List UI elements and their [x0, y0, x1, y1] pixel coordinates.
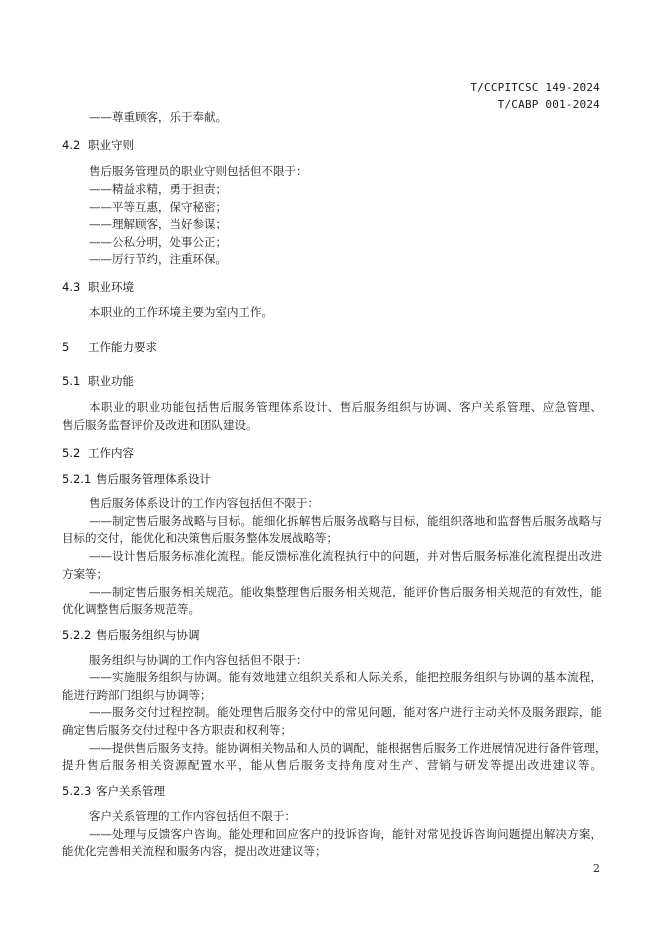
list-item: ——设计售后服务标准化流程。能反馈标准化流程执行中的问题，并对售后服务标准化流程提出改进 [89, 549, 602, 563]
section-title: 售后服务管理体系设计 [96, 472, 211, 486]
section-heading-5-2-3 [62, 783, 165, 799]
section-title: 工作内容 [88, 446, 134, 460]
list-item: ——处理与反馈客户咨询。能处理和回应客户的投诉咨询，能针对常见投诉咨询问题提出解决方案， [89, 827, 602, 841]
section-number: 4.3 [62, 280, 81, 294]
section-title: 职业守则 [88, 138, 134, 152]
list-item: ——平等互惠，保守秘密； [89, 200, 227, 214]
standard-code-line-1: T/CCPITCSC 149-2024 [470, 81, 600, 94]
list-item-continued: 能优化完善相关流程和服务内容，提出改进建议等； [62, 844, 327, 858]
paragraph-line: 售后服务监督评价及改进和团队建设。 [62, 418, 258, 432]
section-heading-5 [62, 339, 157, 355]
list-item: ——制定售后服务战略与目标。能细化拆解售后服务战略与目标，能组织落地和监督售后服务战略与 [89, 514, 602, 528]
paragraph: 服务组织与协调的工作内容包括但不限于： [89, 653, 308, 667]
paragraph: 售后服务体系设计的工作内容包括但不限于： [89, 496, 319, 510]
section-number: 5 [62, 340, 70, 354]
section-number: 5.2.1 [62, 472, 92, 486]
list-item: ——公私分明，处事公正； [89, 235, 227, 249]
list-item-continued: 方案等； [62, 567, 108, 581]
section-heading-4-2 [62, 137, 134, 153]
list-item: ——服务交付过程控制。能处理售后服务交付中的常见问题，能对客户进行主动关怀及服务跟踪，能 [89, 705, 602, 719]
section-heading-5-2-1 [62, 471, 211, 487]
list-item: ——理解顾客，当好参谋； [89, 217, 227, 231]
section-title: 职业功能 [88, 374, 134, 388]
section-number: 5.2 [62, 446, 81, 460]
section-number: 5.1 [62, 374, 81, 388]
section-heading-5-2-2 [62, 627, 200, 643]
list-item-continued: 优化调整售后服务规范等。 [62, 602, 200, 616]
list-item: ——实施服务组织与协调。能有效地建立组织关系和人际关系，能把控服务组织与协调的基本流程， [89, 670, 602, 684]
list-item: ——厉行节约，注重环保。 [89, 252, 227, 266]
list-item-continued: 能进行跨部门组织与协调等； [62, 688, 212, 702]
paragraph: 本职业的工作环境主要为室内工作。 [89, 305, 273, 319]
section-number: 5.2.3 [62, 784, 92, 798]
section-title: 工作能力要求 [88, 340, 157, 354]
list-item-continued: 提升售后服务相关资源配置水平，能从售后服务支持角度对生产、营销与研发等提出改进建议等。 [62, 758, 602, 772]
page-number: 2 [593, 862, 600, 875]
list-item-continued: 确定售后服务交付过程中各方职责和权利等； [62, 723, 292, 737]
paragraph: 客户关系管理的工作内容包括但不限于： [89, 809, 296, 823]
list-item: ——精益求精，勇于担责； [89, 182, 227, 196]
section-title: 客户关系管理 [96, 784, 165, 798]
list-item: ——制定售后服务相关规范。能收集整理售后服务相关规范，能评价售后服务相关规范的有效性，能 [89, 585, 602, 599]
section-number: 5.2.2 [62, 628, 92, 642]
paragraph-line: 本职业的职业功能包括售后服务管理体系设计、售后服务组织与协调、客户关系管理、应急管理、 [89, 400, 602, 414]
section-title: 售后服务组织与协调 [96, 628, 200, 642]
paragraph: 售后服务管理员的职业守则包括但不限于： [89, 164, 308, 178]
section-number: 4.2 [62, 138, 81, 152]
section-title: 职业环境 [88, 280, 134, 294]
standard-code-line-2: T/CABP 001-2024 [497, 98, 600, 111]
list-item: ——提供售后服务支持。能协调相关物品和人员的调配，能根据售后服务工作进展情况进行备件管理， [89, 741, 607, 755]
section-heading-5-2 [62, 445, 134, 461]
list-item: ——尊重顾客，乐于奉献。 [89, 110, 227, 124]
list-item-continued: 目标的交付，能优化和决策售后服务整体发展战略等； [62, 531, 338, 545]
section-heading-5-1 [62, 373, 134, 389]
section-heading-4-3 [62, 279, 134, 295]
